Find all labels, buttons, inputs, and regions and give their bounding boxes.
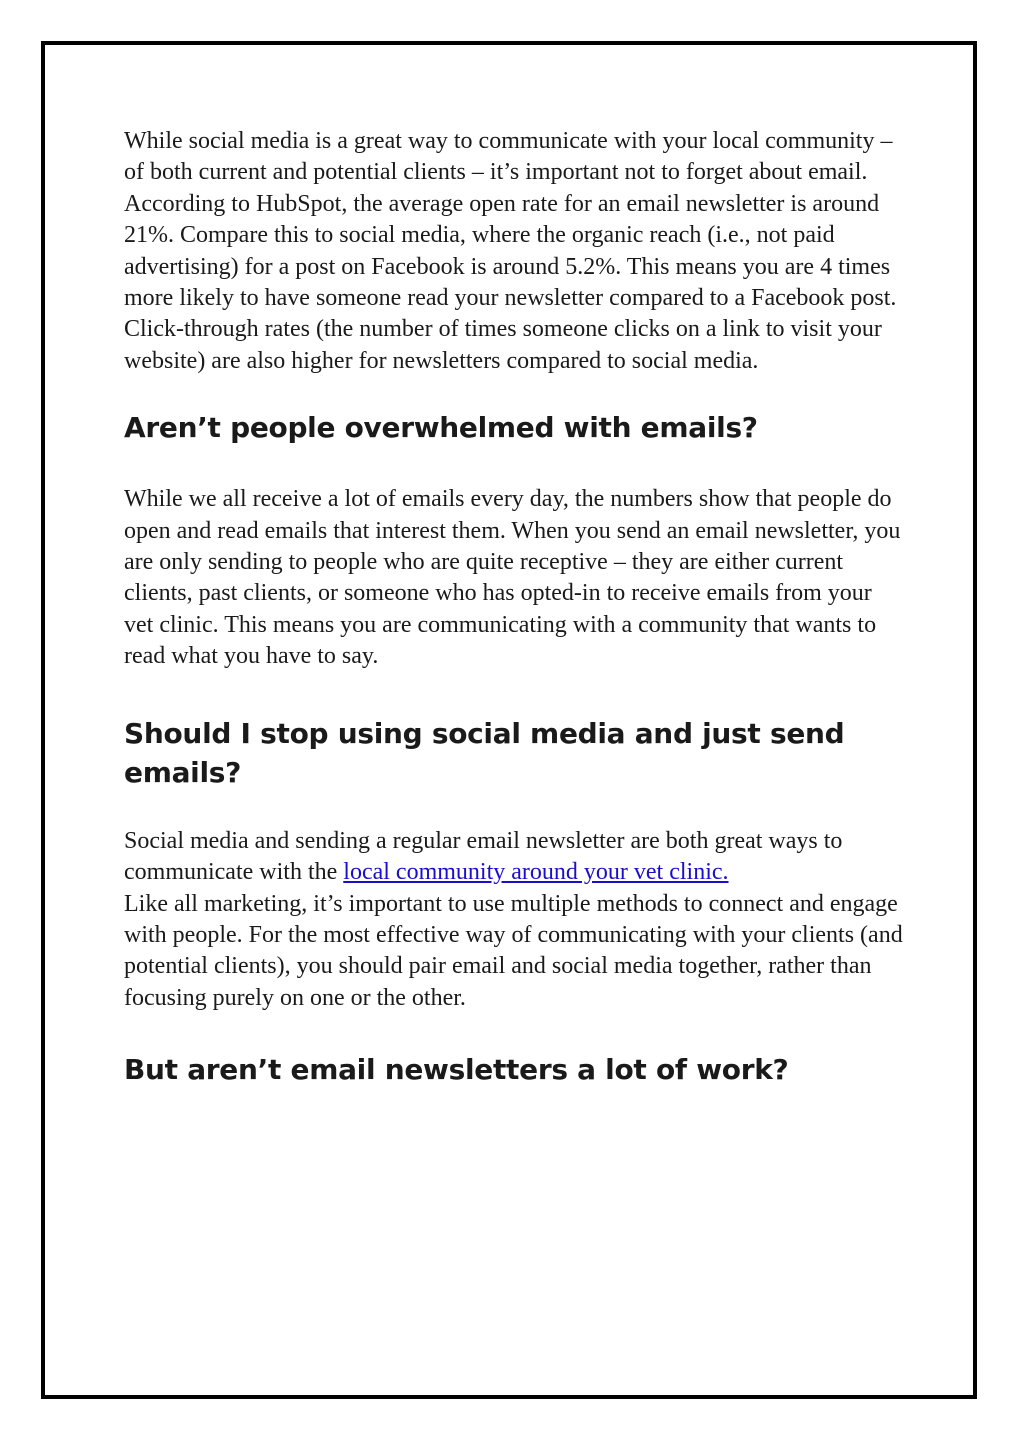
- multiple-methods-paragraph: Like all marketing, it’s important to use multiple methods to connect and engage with people. For the most effective way of communicating with your clients (and potential clients), you should pair email and social media together, rather than focusing purely on one or the other.: [124, 890, 903, 1011]
- section-heading-overwhelmed: Aren’t people overwhelmed with emails?: [124, 411, 758, 445]
- document-body: [124, 126, 904, 1089]
- intro-paragraph: While social media is a great way to communicate with your local community – of both current and potential clients – it’s important not to forget about email.: [124, 128, 893, 186]
- section-heading-work: But aren’t email newsletters a lot of work?: [124, 1053, 789, 1087]
- emails-receptive-paragraph: While we all receive a lot of emails every day, the numbers show that people do open and read emails that interest them. When you send an email newsletter, you are only sending to people who are quite receptive – they are either current clients, past clients, or someone who has opted-in to receive emails from your vet clinic. This means you are communicating with a community that wants to read what you have to say.: [124, 486, 901, 670]
- hubspot-stats-paragraph: According to HubSpot, the average open rate for an email newsletter is around 21%. Compare this to social media, where the organic reach (i.e., not paid advertising) for a post on Facebook is around 5.2%. This means you are 4 times more likely to have someone read your newsletter compared to a Facebook post. Click-through rates (the number of times someone clicks on a link to visit your website) are also higher for newsletters compared to social media.: [124, 190, 897, 374]
- social-and-email-paragraph: [124, 826, 904, 889]
- paragraph-text: Social media and sending a regular email newsletter are both great ways to communicate with the: [124, 827, 843, 886]
- local-community-link[interactable]: local community around your vet clinic.: [343, 859, 729, 886]
- section-heading-stop-social: Should I stop using social media and just send emails?: [124, 716, 845, 789]
